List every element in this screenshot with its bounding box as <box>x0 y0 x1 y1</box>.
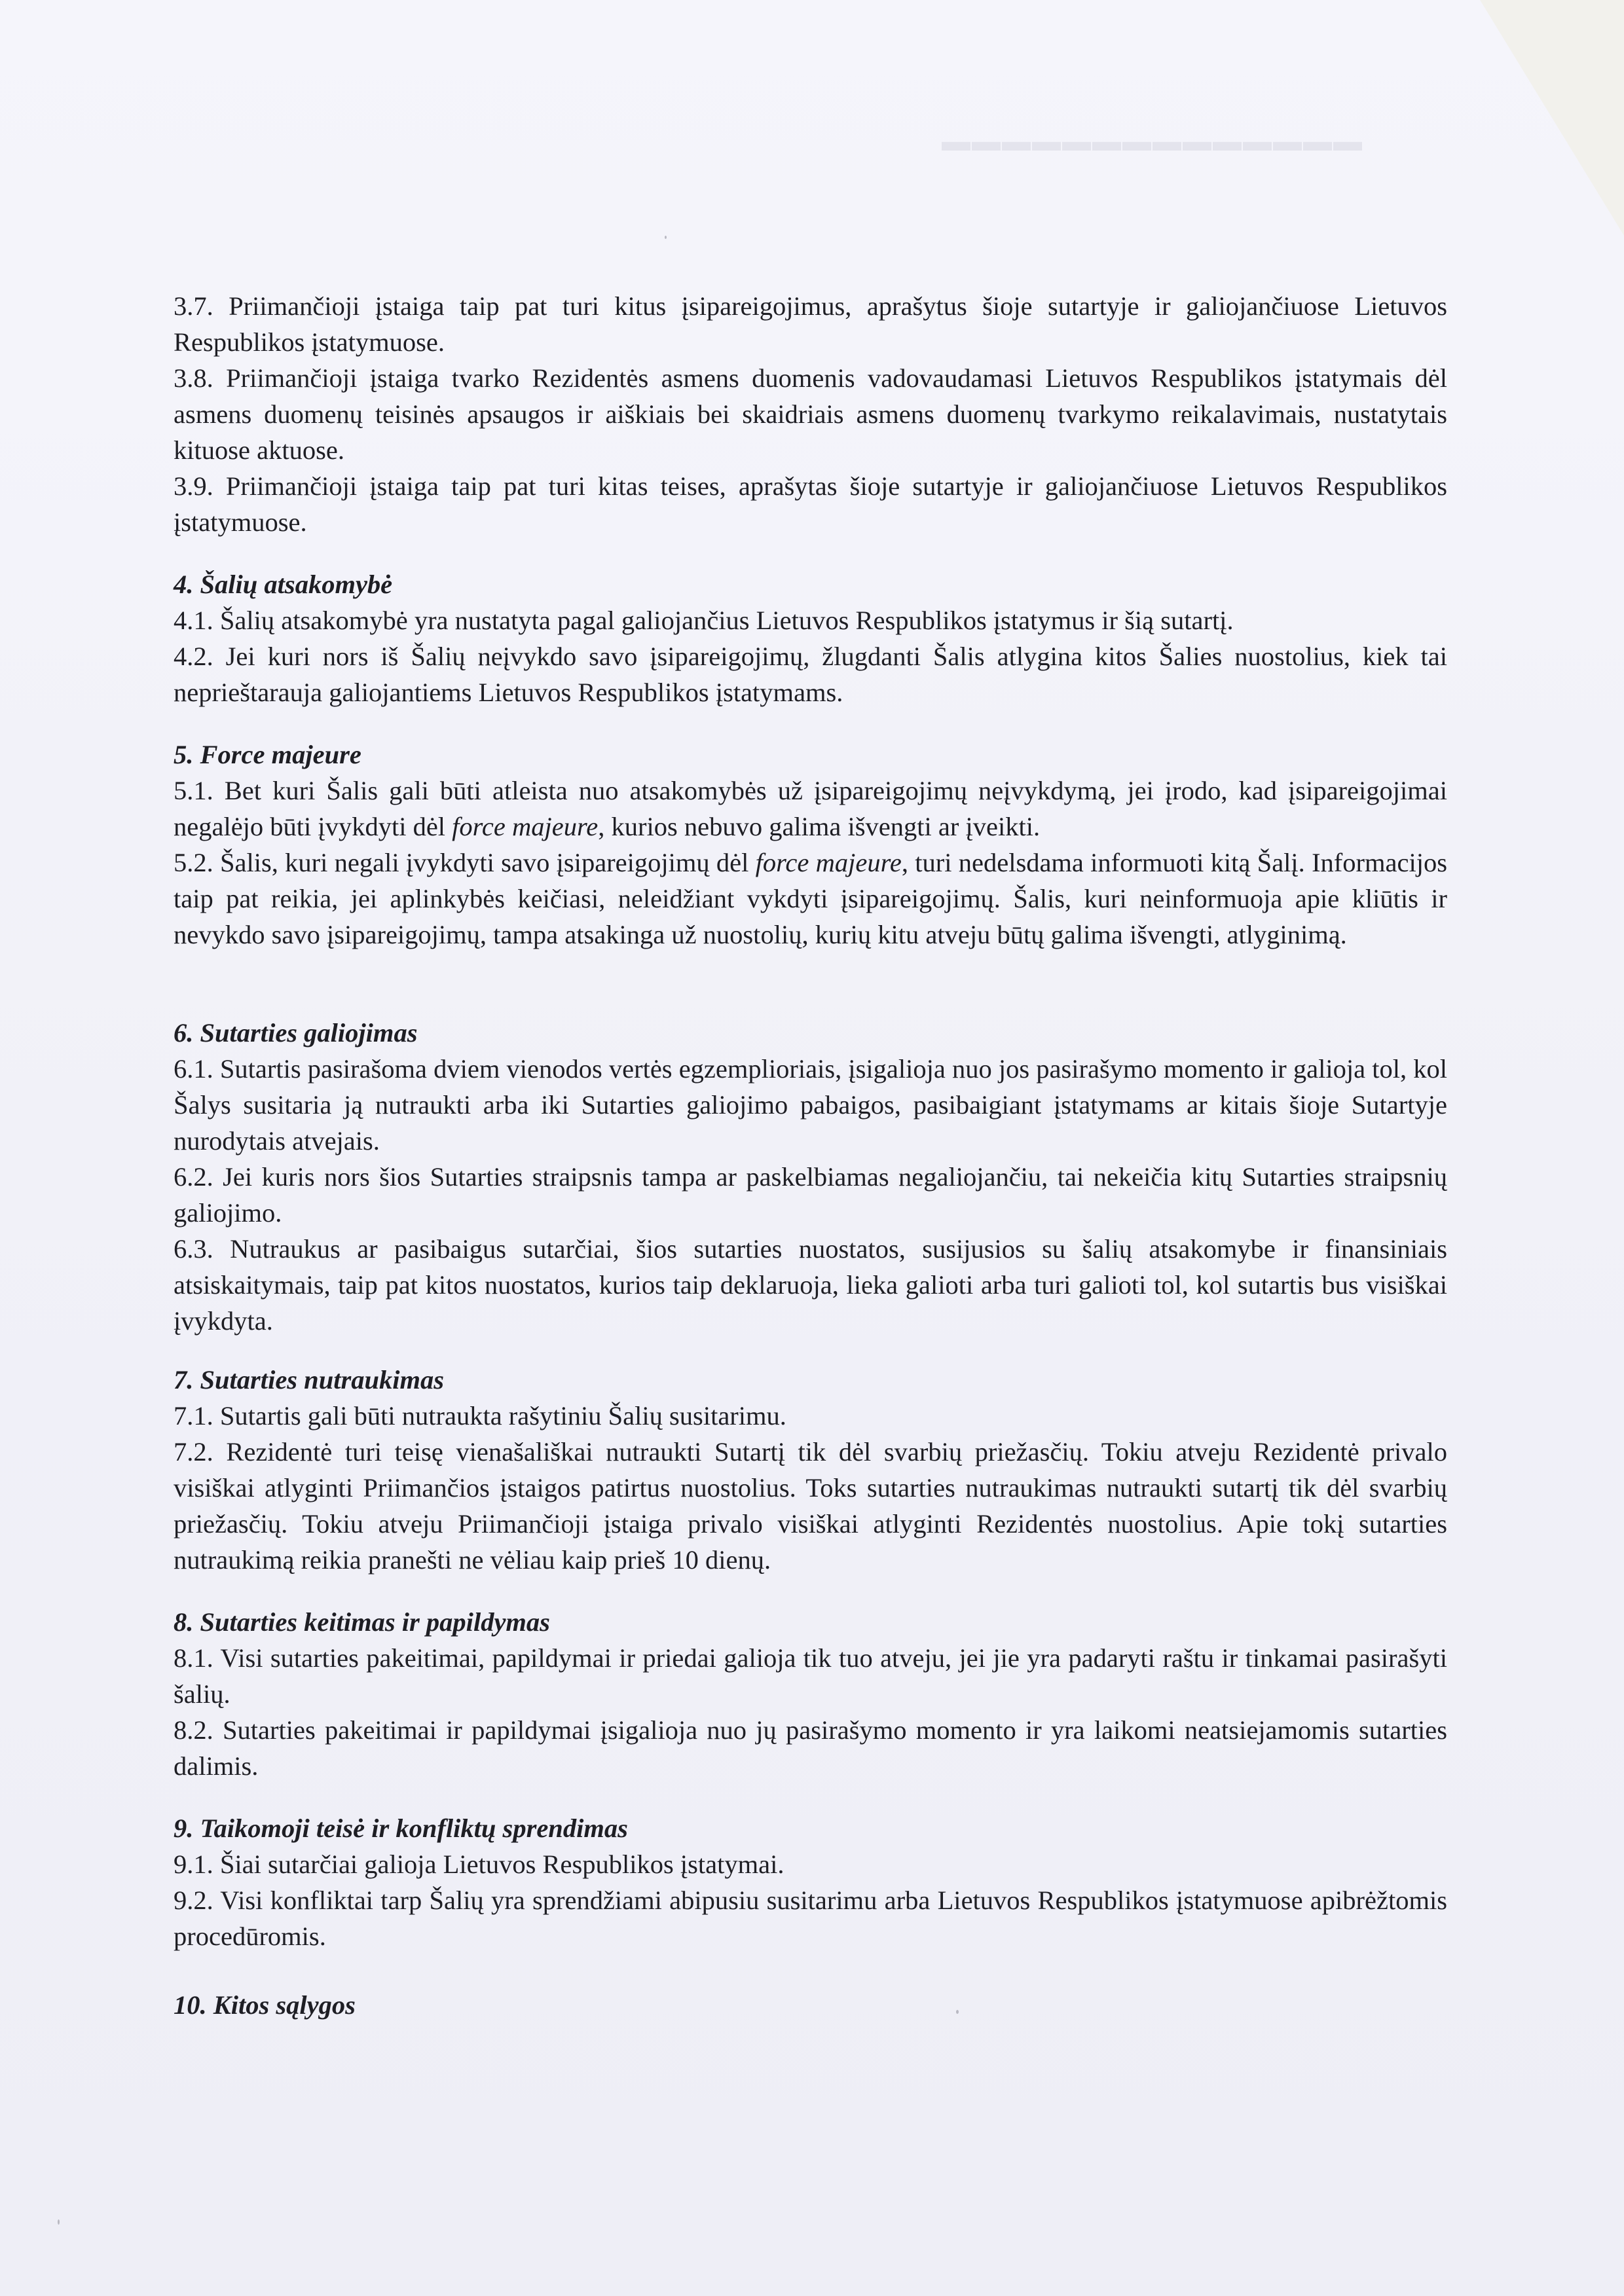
clause-6-2: 6.2. Jei kuris nors šios Sutarties straipsnis tampa ar paskelbiamas negaliojančiu, tai nekeičia kitų Sutarties straipsnių galiojimo. <box>174 1162 1448 1228</box>
section-heading: 4. Šalių atsakomybė <box>174 570 393 599</box>
section-5 <box>174 737 1447 953</box>
section-7 <box>174 1362 1447 1578</box>
section-3-continued <box>174 288 1447 540</box>
clause-5-1: 5.1. Bet kuri Šalis gali būti atleista nuo atsakomybės už įsipareigojimų neįvykdymą, jei įrodo, kad įsipareigojimai negalėjo būti įvykdyti dėl force majeure, kurios nebuvo galima išvengti ar įveikti. <box>174 776 1447 841</box>
clause-8-2: 8.2. Sutarties pakeitimai ir papildymai įsigalioja nuo jų pasirašymo momento ir yra laikomi neatsiejamomis sutarties dalimis. <box>174 1715 1448 1781</box>
folded-corner <box>1480 0 1624 236</box>
clause-6-3: 6.3. Nutraukus ar pasibaigus sutarčiai, šios sutarties nuostatos, susijusios su šalių atsakomybe ir finansiniais atsiskaitymais, taip pat kitos nuostatos, kurios taip deklaruoja, lieka galioti arba turi galioti tol, kol sutartis bus visiškai įvykdyta. <box>174 1234 1448 1336</box>
clause-7-1: 7.1. Sutartis gali būti nutraukta rašytiniu Šalių susitarimu. <box>174 1401 786 1430</box>
clause-6-1: 6.1. Sutartis pasirašoma dviem vienodos vertės egzemplioriais, įsigalioja nuo jos pasirašymo momento ir galioja tol, kol Šalys susitaria ją nutraukti arba iki Sutarties galiojimo pabaigos, pasibaigiant įstatymams ar kitais šioje Sutartyje nurodytais atvejais. <box>174 1054 1447 1156</box>
section-heading: 9. Taikomoji teisė ir konfliktų sprendimas <box>174 1813 628 1843</box>
bleed-through-text: ▬▬▬▬▬▬▬▬▬▬▬▬▬▬ <box>940 125 1362 157</box>
clause-3-7: 3.7. Priimančioji įstaiga taip pat turi kitus įsipareigojimus, aprašytus šioje sutartyje ir galiojančiuose Lietuvos Respublikos įstatymuose. <box>174 291 1448 357</box>
clause-5-2: 5.2. Šalis, kuri negali įvykdyti savo įsipareigojimų dėl force majeure, turi nedelsdama informuoti kitą Šalį. Informacijos taip pat reikia, jei aplinkybės keičiasi, neleidžiant vykdyti įsipareigojimų. Šalis, kuri neinformuoja apie kliūtis ir nevykdo savo įsipareigojimų, tampa atsakinga už nuostolių, kurių kitu atveju būtų galima išvengti, atlyginimą. <box>174 848 1447 949</box>
scan-speck <box>58 2219 60 2225</box>
clause-8-1: 8.1. Visi sutarties pakeitimai, papildymai ir priedai galioja tik tuo atveju, jei jie yra padaryti raštu ir tinkamai pasirašyti šalių. <box>174 1643 1447 1709</box>
section-heading: 6. Sutarties galiojimas <box>174 1018 418 1048</box>
clause-9-2: 9.2. Visi konfliktai tarp Šalių yra sprendžiami abipusiu susitarimu arba Lietuvos Respublikos įstatymuose apibrėžtomis procedūromis. <box>174 1886 1447 1951</box>
section-heading: 8. Sutarties keitimas ir papildymas <box>174 1607 550 1637</box>
clause-3-9: 3.9. Priimančioji įstaiga taip pat turi kitas teises, aprašytas šioje sutartyje ir galiojančiuose Lietuvos Respublikos įstatymuose. <box>174 471 1447 537</box>
section-4 <box>174 566 1447 710</box>
section-10 <box>174 1987 1447 2023</box>
scan-speck <box>665 236 667 239</box>
clause-9-1: 9.1. Šiai sutarčiai galioja Lietuvos Respublikos įstatymai. <box>174 1850 784 1879</box>
scan-speck <box>956 2010 959 2014</box>
clause-3-8: 3.8. Priimančioji įstaiga tvarko Rezidentės asmens duomenis vadovaudamasi Lietuvos Respublikos įstatymais dėl asmens duomenų teisinės apsaugos ir aiškiais bei skaidriais asmens duomenų tvarkymo reikalavimais, nustatytais kituose aktuose. <box>174 363 1448 465</box>
section-8 <box>174 1604 1447 1784</box>
section-heading: 5. Force majeure <box>174 740 361 769</box>
section-heading: 7. Sutarties nutraukimas <box>174 1365 445 1394</box>
section-6 <box>174 1015 1447 1339</box>
section-9 <box>174 1810 1447 1954</box>
clause-4-1: 4.1. Šalių atsakomybė yra nustatyta pagal galiojančius Lietuvos Respublikos įstatymus ir šią sutartį. <box>174 606 1234 635</box>
section-heading: 10. Kitos sąlygos <box>174 1990 356 2020</box>
clause-7-2: 7.2. Rezidentė turi teisę vienašališkai nutraukti Sutartį tik dėl svarbių priežasčių. Tokiu atveju Rezidentė privalo visiškai atlyginti Priimančios įstaigos patirtus nuostolius. Toks sutarties nutraukimas nutraukti sutartį tik dėl svarbių priežasčių. Tokiu atveju Priimančioji įstaiga privalo visiškai atlyginti Rezidentės nuostolius. Apie tokį sutarties nutraukimą reikia pranešti ne vėliau kaip prieš 10 dienų. <box>174 1437 1448 1575</box>
clause-4-2: 4.2. Jei kuri nors iš Šalių neįvykdo savo įsipareigojimų, žlugdanti Šalis atlygina kitos Šalies nuostolius, kiek tai neprieštarauja galiojantiems Lietuvos Respublikos įstatymams. <box>174 642 1447 707</box>
